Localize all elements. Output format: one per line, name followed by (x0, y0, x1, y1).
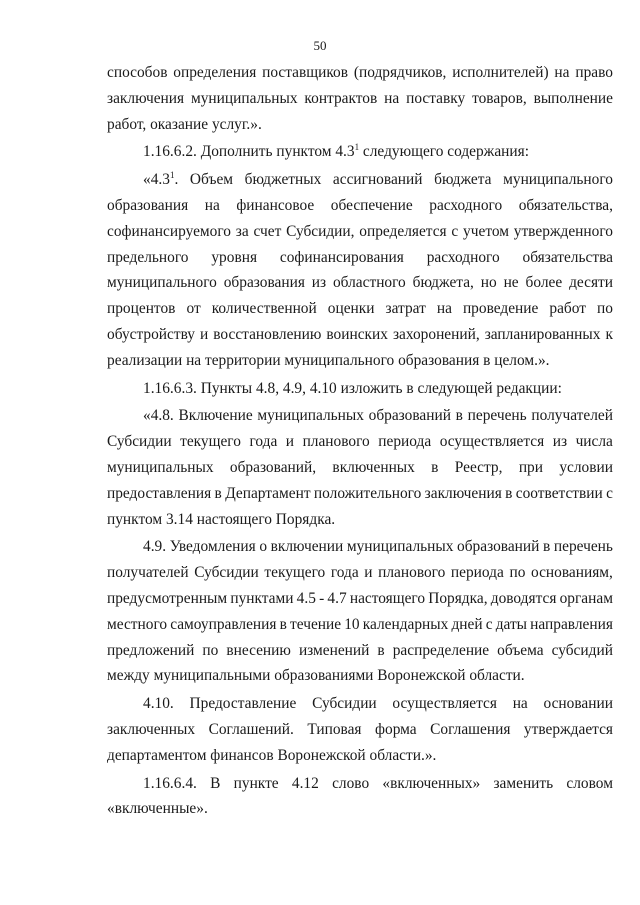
text-line (107, 638, 613, 664)
word: Реестр, (454, 458, 503, 476)
word: самоуправления (170, 615, 277, 633)
word: учетом (463, 222, 509, 240)
word: и (200, 325, 209, 343)
text-line (107, 403, 613, 429)
word: настоящего (349, 589, 426, 607)
word: Типовая (307, 720, 362, 738)
word: утверждается (523, 720, 613, 738)
word: Предоставление (189, 695, 297, 713)
word: муниципальных (107, 458, 214, 476)
word: включенных (332, 458, 415, 476)
word: товаров, (472, 89, 527, 107)
intro-paragraph (107, 60, 613, 137)
word: из (311, 274, 327, 292)
word: осуществляется (392, 695, 497, 713)
word: муниципального (503, 171, 613, 189)
text-line (107, 534, 613, 560)
word: захоронений, (392, 325, 480, 343)
word: положительного (313, 484, 422, 502)
word: Департамент (225, 484, 311, 502)
text-line (107, 193, 613, 219)
word: софинансируемого (107, 222, 231, 240)
text-line (107, 167, 613, 193)
word: форма (375, 720, 417, 738)
word: на (384, 89, 400, 107)
word: направления (530, 615, 613, 633)
word: периода (450, 564, 504, 582)
word: соответствии (515, 484, 603, 502)
word: муниципальных (257, 407, 364, 425)
word: получателей (107, 564, 189, 582)
word: перечень (553, 538, 613, 556)
paragraph-4-8 (107, 403, 613, 532)
word: способов (107, 64, 168, 81)
word: Соглашений. (208, 720, 294, 738)
text-line (107, 219, 613, 245)
word: года (330, 564, 359, 582)
text-line (107, 560, 613, 586)
word: Субсидии (312, 695, 377, 713)
text-line (107, 586, 613, 612)
paragraph-text-tail: следующего содержания: (359, 143, 529, 161)
word: не (503, 274, 519, 292)
word: предусмотренным (107, 589, 228, 607)
word: пункте (233, 774, 279, 792)
word: числа (575, 433, 613, 451)
word: местного (107, 615, 168, 633)
word: количественной (211, 300, 317, 318)
word: оценки (327, 300, 375, 318)
word: о (259, 538, 268, 556)
word: на (436, 300, 452, 318)
superscript: 1 (169, 170, 175, 181)
word: восстановлению (213, 325, 322, 343)
paragraph-4-3-1 (107, 167, 613, 373)
text-line (107, 60, 613, 86)
word: В (210, 774, 221, 792)
word: изменений (298, 641, 370, 659)
word: текущего (264, 564, 326, 582)
word: утвержденного (513, 222, 613, 240)
word: календарных (362, 615, 449, 633)
word: осуществляется (439, 433, 545, 451)
word: включении (270, 538, 344, 556)
word: областного (332, 274, 406, 292)
word: в (431, 458, 439, 476)
text-line (107, 270, 613, 296)
text-line: между муниципальными образованиями Воронежской области. (107, 667, 525, 685)
text-line: департаментом финансов Воронежской области.». (107, 746, 437, 764)
word: на (512, 695, 528, 713)
word: обеспечение (330, 196, 413, 214)
word: течение (290, 615, 342, 633)
word: по (202, 641, 219, 659)
word: обустройству (107, 325, 195, 343)
paragraph-1-16-6-4 (107, 771, 613, 823)
paragraph-4-9 (107, 534, 613, 689)
word: «4.8. (143, 407, 174, 425)
word: по (509, 564, 526, 582)
word: за (235, 222, 249, 240)
word: органам (559, 589, 613, 607)
word: в (214, 484, 222, 502)
word: словом (566, 774, 613, 792)
word: по (596, 300, 613, 318)
word: уровня (211, 248, 258, 266)
word: образования (223, 274, 305, 292)
word: периода (378, 433, 432, 451)
word: работ (549, 300, 586, 318)
word: счет (253, 222, 282, 240)
text-line: работ, оказание услуг.». (107, 115, 262, 133)
text-line (107, 296, 613, 322)
page-number: 50 (313, 38, 327, 53)
word: запланированных (484, 325, 601, 343)
word: Уведомления (169, 538, 256, 556)
superscript: 1 (354, 142, 360, 153)
word: бюджета, (412, 274, 474, 292)
word: внесению (226, 641, 291, 659)
paragraph-text: 1.16.6.2. Дополнить пунктом 4.3 (143, 143, 355, 161)
text-line (107, 429, 613, 455)
word: проведение (462, 300, 539, 318)
word: слово (332, 774, 370, 792)
word: расходного (426, 248, 500, 266)
clause-number: «4.3 (143, 171, 170, 189)
text-line (107, 86, 613, 112)
word: в (542, 538, 551, 556)
text-line (107, 455, 613, 481)
word: дней (451, 615, 483, 633)
word: обязательства (522, 248, 613, 266)
word: объема (497, 641, 544, 659)
word: Соглашения (430, 720, 511, 738)
word: 1.16.6.4. (143, 774, 197, 792)
text-line: реализации на территории муниципального образования в целом.». (107, 351, 550, 369)
word: ассигнований (332, 171, 423, 189)
word: с (606, 484, 613, 502)
word: Включение (178, 407, 253, 425)
word: право (575, 64, 613, 81)
word: образований (457, 538, 540, 556)
word: к (605, 325, 613, 343)
word: доводятся (490, 589, 557, 607)
word: бюджетных (244, 171, 322, 189)
word: распределение (392, 641, 490, 659)
word: - (319, 589, 325, 607)
word: воинских (326, 325, 388, 343)
paragraph-1-16-6-2 (107, 139, 613, 165)
word: 4.7 (327, 589, 347, 607)
word: поставщиков (262, 64, 349, 81)
word: в (377, 641, 385, 659)
word: обязательства, (518, 196, 613, 214)
word: предоставления (107, 484, 212, 502)
word: планового (378, 564, 446, 582)
text-line: «включенные». (107, 800, 208, 818)
word: перечень (467, 407, 527, 425)
word: заключения (107, 89, 185, 107)
word: в (455, 407, 463, 425)
word: Порядка, (428, 589, 488, 607)
word: 4.9. (143, 538, 167, 556)
text-line: пунктом 3.14 настоящего Порядка. (107, 510, 336, 528)
word: Субсидии, (286, 222, 355, 240)
word: образований, (229, 458, 317, 476)
word: процентов (107, 300, 176, 318)
word: муниципального (107, 274, 217, 292)
text-line (107, 771, 613, 797)
word: 4.5 (296, 589, 316, 607)
word: бюджета (434, 171, 492, 189)
paragraph-4-10 (107, 691, 613, 768)
word: муниципальных (190, 89, 298, 107)
word: в (279, 615, 287, 633)
text-line (107, 481, 613, 507)
word: выполнение (533, 89, 613, 107)
word: заменить (493, 774, 554, 792)
text-line (107, 717, 613, 743)
word: финансовое (236, 196, 315, 214)
word: предельного (107, 248, 189, 266)
word: 4.10. (143, 695, 174, 713)
word: при (518, 458, 543, 476)
word: предложений (107, 641, 195, 659)
word: основаниям, (531, 564, 613, 582)
word: и (285, 433, 295, 451)
word: с (485, 615, 493, 633)
word: заключенных (107, 720, 196, 738)
word: «включенных» (382, 774, 481, 792)
text-line (107, 322, 613, 348)
word: от (186, 300, 201, 318)
word: года (249, 433, 278, 451)
word: из (552, 433, 568, 451)
document-body (107, 60, 613, 822)
word: расходного (429, 196, 503, 214)
word: 4.12 (291, 774, 319, 792)
word: заключения (424, 484, 502, 502)
word: основании (543, 695, 613, 713)
word: затрат (385, 300, 426, 318)
word: субсидий (551, 641, 613, 659)
line-text: . (174, 171, 179, 189)
word: образований (368, 407, 451, 425)
word: даты (495, 615, 528, 633)
word: 10 (344, 615, 360, 633)
word: с (451, 222, 459, 240)
word: планового (302, 433, 370, 451)
word: текущего (180, 433, 241, 451)
word: пунктами (230, 589, 294, 607)
text-line (107, 691, 613, 717)
word: муниципальных (346, 538, 454, 556)
word: образования (107, 196, 189, 214)
word: на (554, 64, 570, 81)
text-line (107, 612, 613, 638)
word: десяти (569, 274, 613, 292)
paragraph-1-16-6-3: 1.16.6.3. Пункты 4.8, 4.9, 4.10 изложить в следующей редакции: (143, 379, 562, 397)
word: определяется (359, 222, 447, 240)
word: в (505, 484, 513, 502)
word: получателей (531, 407, 613, 425)
word: определения (173, 64, 257, 81)
word: контрактов (304, 89, 378, 107)
word: Субсидии (107, 433, 172, 451)
word: Объем (189, 171, 234, 189)
word: на (204, 196, 220, 214)
word: софинансирования (279, 248, 404, 266)
word: исполнителей) (452, 64, 549, 81)
word: но (480, 274, 497, 292)
word: более (525, 274, 563, 292)
word: (подрядчиков, (353, 64, 447, 81)
word: условии (559, 458, 613, 476)
word: и (364, 564, 373, 582)
text-line (107, 245, 613, 271)
word: поставку (406, 89, 466, 107)
word: Субсидии (194, 564, 259, 582)
